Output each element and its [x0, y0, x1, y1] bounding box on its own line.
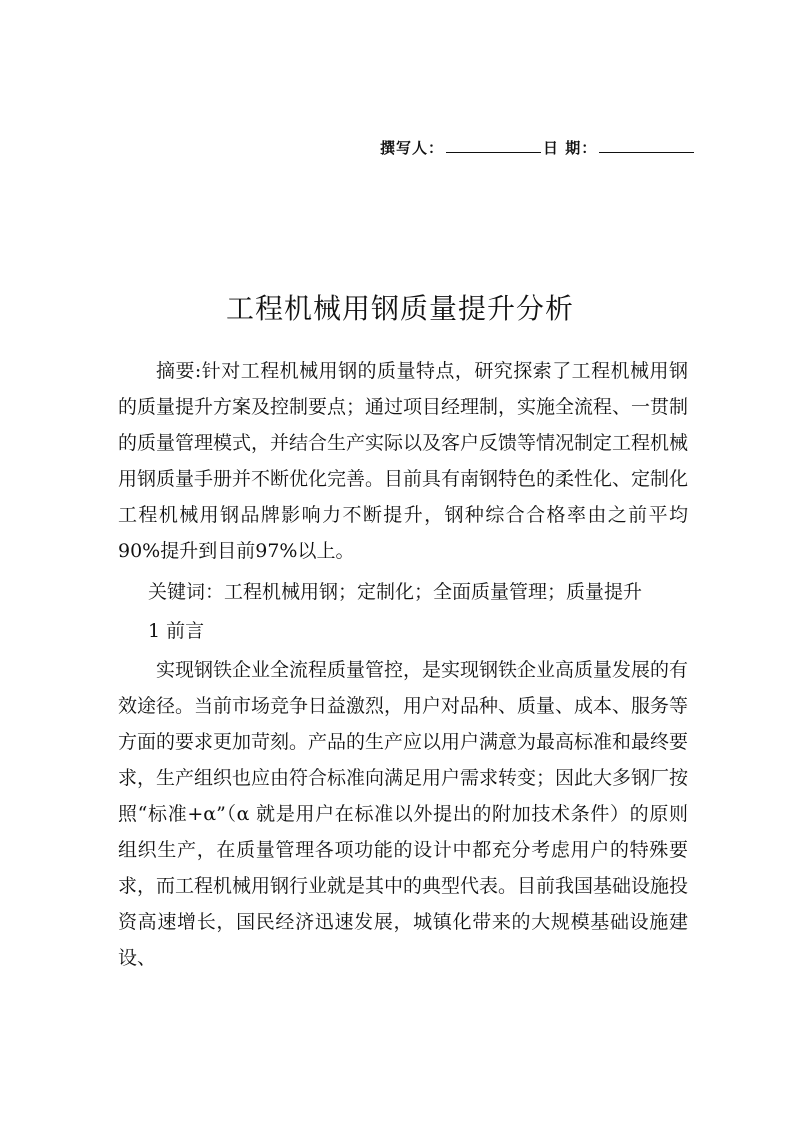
author-label: 撰写人：: [380, 139, 445, 157]
keywords-text: 工程机械用钢；定制化；全面质量管理；质量提升: [224, 581, 643, 603]
section-heading: 1 前言: [148, 620, 205, 642]
document-body: [118, 353, 688, 976]
byline: [380, 137, 696, 158]
date-blank-line: [599, 140, 694, 153]
keywords-label: 关键词：: [148, 581, 225, 603]
abstract-paragraph: [118, 353, 688, 569]
keywords-paragraph: [118, 574, 688, 610]
intro-paragraph: 实现钢铁企业全流程质量管控，是实现钢铁企业高质量发展的有效途径。当前市场竞争日益激烈，用户对品种、质量、成本、服务等方面的要求更加苛刻。产品的生产应以用户满意为最高标准和最终要求，生产组织也应由符合标准向满足用户需求转变；因此大多钢厂按照“标准+α”（α 就是用户在标准以外提出的附加技术条件）的原则组织生产，在质量管理各项功能的设计中都充分考虑用户的特殊要求，而工程机械用钢行业就是其中的典型代表。目前我国基础设施投资高速增长，国民经济迅速发展，城镇化带来的大规模基础设施建设、: [118, 659, 689, 969]
author-blank-line: [446, 140, 541, 153]
date-label: 日 期：: [543, 139, 598, 157]
abstract-text: 针对工程机械用钢的质量特点，研究探索了工程机械用钢的质量提升方案及控制要点；通过项目经理制，实施全流程、一贯制的质量管理模式，并结合生产实际以及客户反馈等情况制定工程机械用钢质量手册并不断优化完善。目前具有南钢特色的柔性化、定制化工程机械用钢品牌影响力不断提升，钢种综合合格率由之前平均90%提升到目前97%以上。: [118, 360, 689, 562]
document-title: 工程机械用钢质量提升分析: [225, 292, 574, 325]
abstract-label: 摘要:: [156, 360, 202, 382]
